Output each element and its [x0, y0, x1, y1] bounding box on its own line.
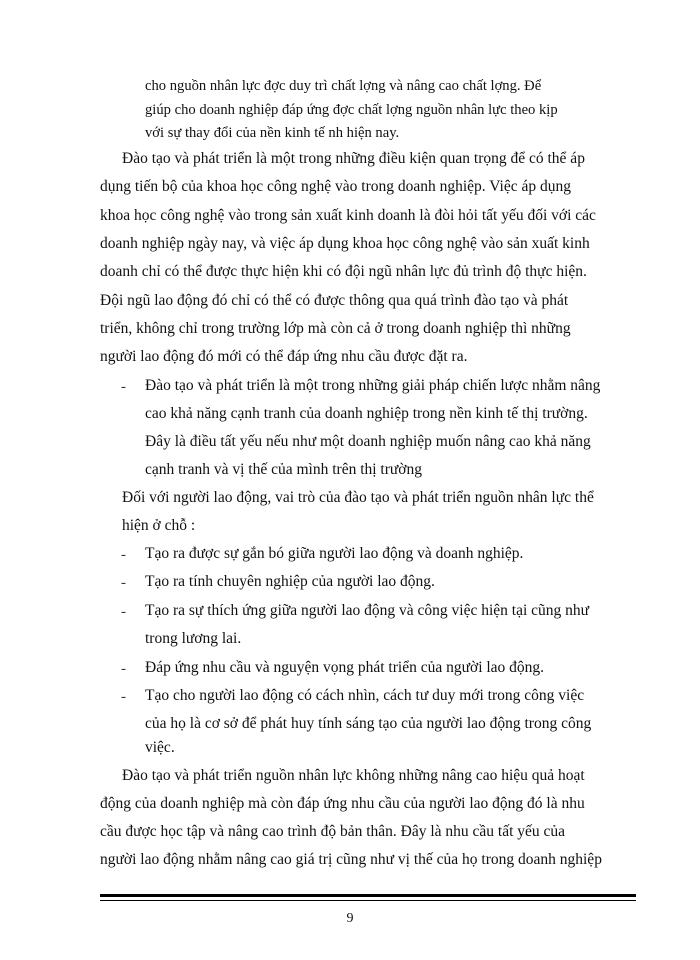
text-line: cao khả năng cạnh tranh của doanh nghiệp trong nền kinh tế thị trường. — [145, 405, 588, 422]
bullet-dash: - — [121, 661, 126, 677]
text-line: với sự thay đổi của nền kinh tế nh hiện nay. — [145, 125, 400, 141]
text-line: việc. — [145, 739, 175, 756]
bullet-dash: - — [121, 547, 126, 563]
text-line: Đây là điều tất yếu nếu như một doanh nghiệp muốn nâng cao khả năng — [145, 433, 591, 450]
text-line: dụng tiến bộ của khoa học công nghệ vào trong doanh nghiệp. Việc áp dụng — [100, 178, 571, 195]
text-line: động của doanh nghiệp mà còn đáp ứng nhu cầu của người lao động đó là nhu — [100, 795, 585, 812]
text-line: Tạo ra được sự gắn bó giữa người lao động và doanh nghiệp. — [145, 545, 524, 562]
footer-rule — [100, 894, 636, 897]
text-line: doanh nghiệp ngày nay, và việc áp dụng khoa học công nghệ vào sản xuất kinh — [100, 235, 590, 252]
footer-rule-thin — [100, 900, 636, 901]
text-line: giúp cho doanh nghiệp đáp ứng đợc chất lợng nguồn nhân lực theo kịp — [145, 102, 558, 118]
text-line: Đối với người lao động, vai trò của đào tạo và phát triển nguồn nhân lực thể — [122, 489, 594, 506]
text-line: doanh chỉ có thể được thực hiện khi có đội ngũ nhân lực đủ trình độ thực hiện. — [100, 263, 587, 280]
text-line: Tạo ra tính chuyên nghiệp của người lao động. — [145, 573, 435, 590]
text-line: người lao động đó mới có thể đáp ứng nhu cầu được đặt ra. — [100, 348, 468, 365]
text-line: Đào tạo và phát triển là một trong những giải pháp chiến lược nhằm nâng — [145, 377, 601, 394]
text-line: khoa học công nghệ vào trong sản xuất kinh doanh là đòi hỏi tất yếu đối với các — [100, 207, 596, 224]
bullet-dash: - — [121, 575, 126, 591]
text-line: Đội ngũ lao động đó chỉ có thể có được thông qua quá trình đào tạo và phát — [100, 292, 569, 309]
bullet-dash: - — [121, 604, 126, 620]
text-line: hiện ở chỗ : — [122, 517, 196, 534]
text-line: triển, không chỉ trong trường lớp mà còn cả ở trong doanh nghiệp thì những — [100, 320, 571, 337]
text-line: cho nguồn nhân lực đợc duy trì chất lợng và nâng cao chất lợng. Để — [145, 78, 542, 94]
text-line: Đào tạo và phát triển nguồn nhân lực không những nâng cao hiệu quả hoạt — [122, 767, 585, 784]
bullet-dash: - — [121, 379, 126, 395]
text-line: Tạo cho người lao động có cách nhìn, cách tư duy mới trong công việc — [145, 687, 585, 704]
text-line: cạnh tranh và vị thế của mình trên thị trường — [145, 461, 423, 478]
text-line: người lao động nhằm nâng cao giá trị cũng như vị thế của họ trong doanh nghiệp — [100, 851, 602, 868]
text-line: Tạo ra sự thích ứng giữa người lao động và công việc hiện tại cũng như — [145, 602, 590, 619]
text-line: Đáp ứng nhu cầu và nguyện vọng phát triển của người lao động. — [145, 659, 545, 676]
text-line: của họ là cơ sở để phát huy tính sáng tạo của người lao động trong công — [145, 715, 592, 732]
text-line: cầu được học tập và nâng cao trình độ bản thân. Đây là nhu cầu tất yếu của — [100, 823, 566, 840]
bullet-dash: - — [121, 689, 126, 705]
text-line: Đào tạo và phát triển là một trong những điều kiện quan trọng để có thể áp — [122, 150, 585, 167]
text-line: trong lương lai. — [145, 630, 242, 647]
page-number: 9 — [346, 911, 354, 926]
